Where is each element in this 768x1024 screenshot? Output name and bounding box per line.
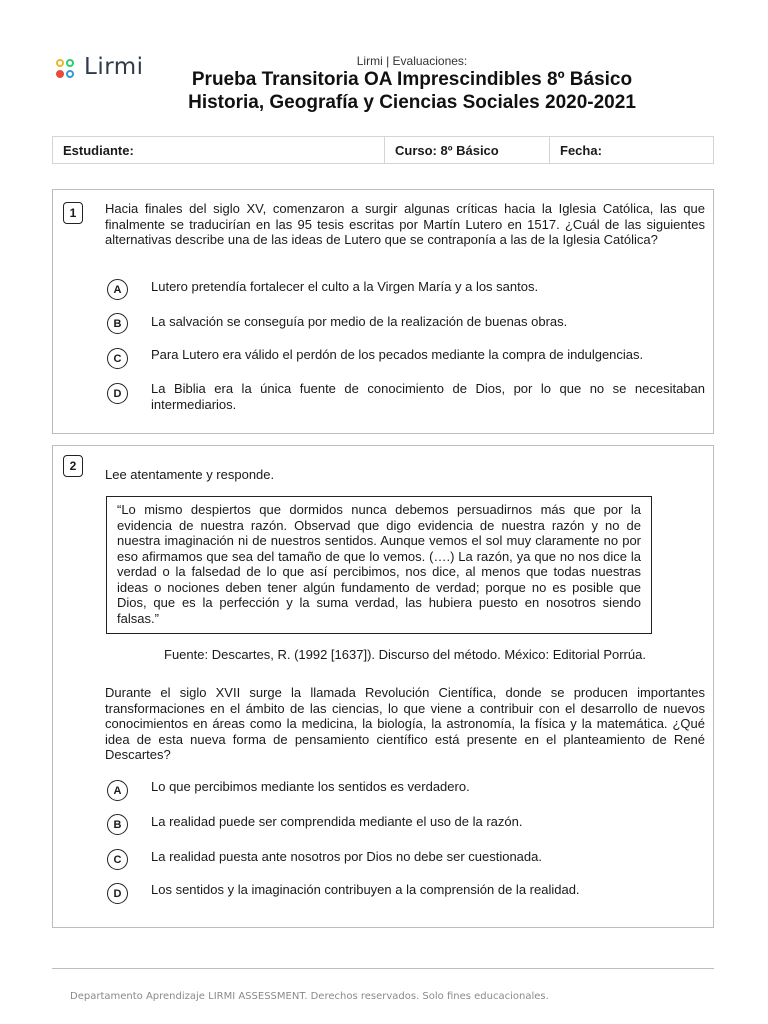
footer-divider <box>52 968 714 969</box>
option-text: Para Lutero era válido el perdón de los pecados mediante la compra de indulgencias. <box>151 347 644 362</box>
date-field[interactable]: Fecha: <box>560 142 602 158</box>
option-letter[interactable]: A <box>107 279 128 300</box>
logo-dot-red <box>56 70 64 78</box>
option-text: Lo que percibimos mediante los sentidos es verdadero. <box>151 779 470 794</box>
title-block <box>120 54 704 114</box>
student-field[interactable]: Estudiante: <box>53 137 385 163</box>
option-letter[interactable]: B <box>107 814 128 835</box>
student-info-row <box>52 136 714 164</box>
header-subtitle: Lirmi | Evaluaciones: <box>356 54 468 68</box>
logo-dot-green <box>66 59 74 67</box>
logo-dot-yellow <box>56 59 64 67</box>
option-text: La salvación se conseguía por medio de la realización de buenas obras. <box>151 314 568 329</box>
option-letter[interactable]: C <box>107 849 128 870</box>
question-intro: Lee atentamente y responde. <box>105 467 275 482</box>
page-title-line2: Historia, Geografía y Ciencias Sociales 2020-2021 <box>188 92 636 113</box>
quote-source: Fuente: Descartes, R. (1992 [1637]). Discurso del método. México: Editorial Porrúa. <box>164 647 646 662</box>
page-header <box>0 0 768 120</box>
question-stem: Durante el siglo XVII surge la llamada Revolución Científica, donde se producen importantes transformaciones en el ámbito de las ciencias, lo que viene a contribuir con el desarrollo de nuevos conocimientos en áreas como la medicina, la biología, la astronomía, la física y la matemática. ¿Qué idea de esta nueva forma de pensamiento científico está presente en el planteamiento de René Descartes? <box>105 685 705 762</box>
question-number: 2 <box>63 455 83 477</box>
logo-dot-blue <box>66 70 74 78</box>
question-number: 1 <box>63 202 83 224</box>
option-text: La realidad puesta ante nosotros por Dios no debe ser cuestionada. <box>151 849 542 864</box>
option-text: La Biblia era la única fuente de conocimiento de Dios, por lo que no se necesitaban intermediarios. <box>151 381 705 412</box>
question-2 <box>52 445 714 928</box>
course-field: Curso: 8º Básico <box>385 137 550 163</box>
question-1 <box>52 189 714 434</box>
option-letter[interactable]: B <box>107 313 128 334</box>
option-letter[interactable]: A <box>107 780 128 801</box>
option-text: Lutero pretendía fortalecer el culto a la Virgen María y a los santos. <box>151 279 539 294</box>
option-text: La realidad puede ser comprendida mediante el uso de la razón. <box>151 814 523 829</box>
footer-text: Departamento Aprendizaje LIRMI ASSESSMENT. Derechos reservados. Solo fines educacionales. <box>70 991 549 1002</box>
option-letter[interactable]: D <box>107 383 128 404</box>
option-text: Los sentidos y la imaginación contribuyen a la comprensión de la realidad. <box>151 882 580 897</box>
quote-box: “Lo mismo despiertos que dormidos nunca debemos persuadirnos más que por la evidencia de nuestra razón. Observad que digo evidencia de nuestra razón y no de nuestra imaginación ni de nuestros sentidos. Aunque vemos el sol muy claramente no por eso afirmamos que sea del tamaño de que lo vemos. (….) La razón, ya que no nos dice la verdad o la falsedad de lo que así percibimos, nos dice, al menos que todas nuestras ideas o nociones deben tener algún fundamento de verdad; porque no es posible que Dios, que es la perfección y la suma verdad, las hubiera puesto en nosotros siendo falsas.” <box>106 496 652 634</box>
option-letter[interactable]: C <box>107 348 128 369</box>
question-stem: Hacia finales del siglo XV, comenzaron a surgir algunas críticas hacia la Iglesia Católica, las que finalmente se traducirían en las 95 tesis escritas por Martín Lutero en 1517. ¿Cuál de las siguientes alternativas describe una de las ideas de Lutero que se contraponía a las de la Iglesia Católica? <box>105 201 705 247</box>
logo-text: Lirmi <box>84 54 144 80</box>
page-title: Prueba Transitoria OA Imprescindibles 8º Básico <box>191 69 633 90</box>
option-letter[interactable]: D <box>107 883 128 904</box>
